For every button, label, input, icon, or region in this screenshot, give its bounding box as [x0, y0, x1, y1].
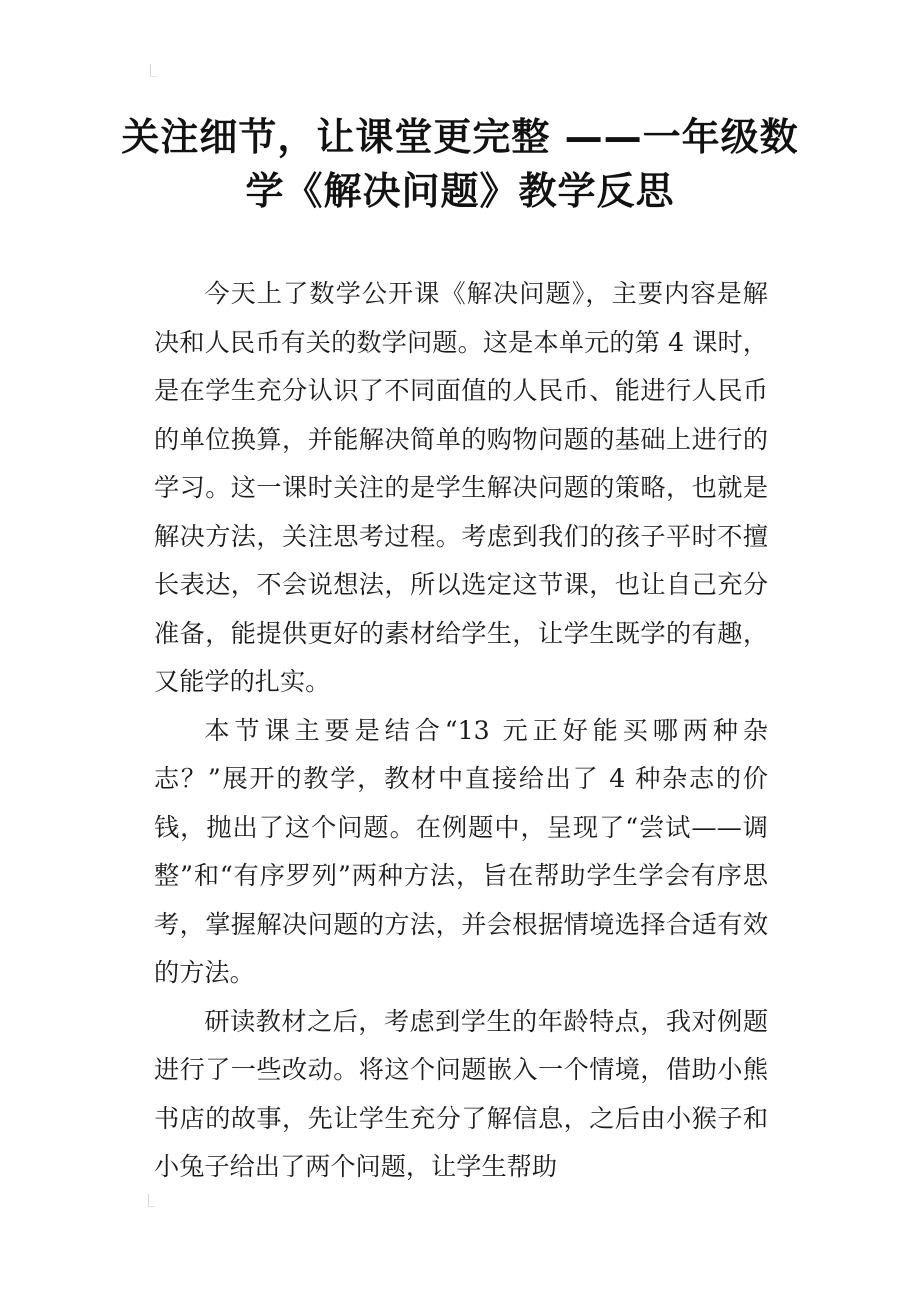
- title-line-2: 学《解决问题》教学反思: [245, 169, 675, 213]
- paragraph-1: 今天上了数学公开课《解决问题》，主要内容是解决和人民币有关的数学问题。这是本单元的第 4 课时，是在学生充分认识了不同面值的人民币、能进行人民币的单位换算，并能解决简单的购物问题的基础上进行的学习。这一课时关注的是学生解决问题的策略，也就是解决方法，关注思考过程。考虑到我们的孩子平时不擅长表达，不会说想法，所以选定这节课，也让自己充分准备，能提供更好的素材给学生，让学生既学的有趣，又能学的扎实。: [154, 279, 768, 696]
- paragraph-3: 研读教材之后，考虑到学生的年龄特点，我对例题进行了一些改动。将这个问题嵌入一个情境，借助小熊书店的故事，先让学生充分了解信息，之后由小猴子和小兔子给出了两个问题，让学生帮助: [154, 1006, 768, 1181]
- title-line-1: 关注细节，让课堂更完整 ——一年级数: [121, 115, 799, 159]
- corner-crop-mark-top: [150, 64, 157, 77]
- document-body: [154, 270, 768, 1192]
- document-title: [120, 110, 800, 218]
- paragraph-2: 本节课主要是结合“13 元正好能买哪两种杂志？”展开的教学，教材中直接给出了 4 种杂志的价钱，抛出了这个问题。在例题中，呈现了“尝试——调整”和“有序罗列”两种方法，旨在帮助学生学会有序思考，掌握解决问题的方法，并会根据情境选择合适有效的方法。: [154, 715, 768, 987]
- corner-crop-mark-bottom: [148, 1194, 155, 1207]
